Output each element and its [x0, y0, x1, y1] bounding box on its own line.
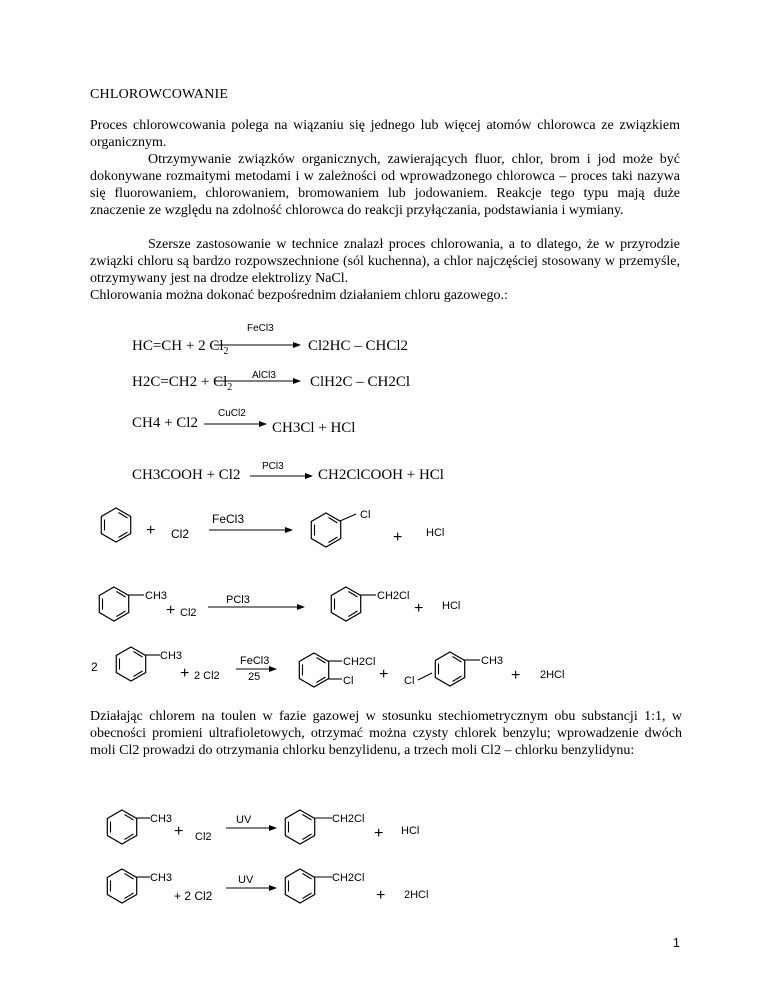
s4-substituent-out: CH2Cl [332, 813, 365, 825]
eq3-catalyst: CuCl2 [218, 408, 246, 419]
s3-byproduct: 2HCl [540, 669, 565, 681]
s1-byproduct: HCl [426, 527, 445, 539]
eq1-catalyst: FeCl3 [247, 323, 274, 334]
toluene-ring [107, 869, 136, 903]
s1-substituent: Cl [360, 509, 371, 521]
s3-ortho-b: Cl [343, 675, 354, 687]
benzene-ring [101, 508, 130, 542]
s4-byproduct: HCl [401, 825, 420, 837]
s2-byproduct: HCl [442, 600, 461, 612]
s4-catalyst: UV [236, 814, 252, 826]
s2-plus: + [166, 602, 176, 619]
paragraph-2: Otrzymywanie związków organicznych, zawierających fluor, chlor, brom i jod może być dokonywane rozmaitymi metodami i w zależności od wprowadzonego chlorowca – proces taki nazywa się fluorowaniem, chlorowaniem, bromowaniem lub jodowaniem. Reakcje tego typu mają duże znaczenie ze względu na zdolność chlorowca do reakcji przyłączania, podstawiania i wymiany. [90, 152, 680, 218]
page-number: 1 [672, 935, 680, 950]
s3-temp: 25 [248, 671, 261, 683]
s3-para-a: CH3 [481, 655, 504, 667]
toluene-ring [107, 810, 136, 844]
s3-para-b: Cl [404, 675, 415, 687]
s1-reagent: Cl2 [171, 527, 190, 541]
eq4-left: CH3COOH + Cl2 [132, 467, 241, 483]
s3-ortho-a: CH2Cl [343, 656, 376, 668]
s3-plus3: + [511, 667, 521, 684]
chlorobenzene-ring [311, 513, 340, 547]
s4-reagent: Cl2 [195, 831, 212, 843]
s5-plus: + 2 Cl2 [174, 889, 213, 903]
s5-substituent-out: CH2Cl [332, 872, 365, 884]
eq2-right: ClH2C – CH2Cl [310, 374, 411, 390]
paragraph-3: Szersze zastosowanie w technice znalazł proces chlorowania, a to dlatego, że w przyrodzie związki chloru są bardzo rozpowszechnione (sól kuchenna), a chlor najczęściej stosowany w przemyśle, otrzymywany jest na drodze elektrolizy NaCl. [90, 237, 680, 286]
s2-substituent-out: CH2Cl [377, 590, 410, 602]
toluene-ring [116, 647, 145, 681]
eq1-right: Cl2HC – CHCl2 [308, 338, 409, 354]
s3-plus2: + [379, 666, 389, 683]
benzyl-chloride-ring [285, 810, 314, 844]
ortho-product-ring [299, 653, 328, 687]
s4-plus: + [174, 823, 184, 840]
eq2-catalyst: AlCl3 [252, 370, 276, 381]
s3-substituent-in: CH3 [160, 650, 183, 662]
s2-plus2: + [414, 600, 424, 617]
s2-catalyst: PCl3 [226, 594, 250, 606]
s2-substituent-in: CH3 [145, 590, 168, 602]
eq1-left: HC=CH + 2 $Cl_2$ [132, 338, 229, 357]
s3-reagent: 2 Cl2 [194, 670, 220, 682]
s3-catalyst: FeCl3 [240, 655, 270, 667]
eq4-catalyst: PCl3 [262, 461, 284, 472]
s3-coef: 2 [91, 660, 98, 674]
s2-reagent: Cl2 [180, 607, 197, 619]
product-ring [285, 869, 314, 903]
s1-catalyst: FeCl3 [212, 512, 245, 526]
s3-plus: + [180, 665, 190, 682]
document-title: CHLOROWCOWANIE [90, 87, 229, 102]
toluene-ring [99, 587, 128, 621]
s4-plus2: + [374, 825, 384, 842]
s1-plus: + [146, 522, 156, 539]
eq3-right: CH3Cl + HCl [272, 420, 356, 436]
s5-catalyst: UV [238, 874, 254, 886]
paragraph-1: Proces chlorowcowania polega na wiązaniu się jednego lub więcej atomów chlorowca ze związkiem organicznym. [90, 118, 680, 150]
paragraph-toluene: Działając chlorem na toulen w fazie gazowej w stosunku stechiometrycznym obu substancji 1:1, w obecności promieni ultrafioletowych, otrzymać można czysty chlorek benzylu; wprowadzenie dwóch moli Cl2 prowadzi do otrzymania chlorku benzylidenu, a trzech moli Cl2 – chlorku benzylidynu: [90, 709, 682, 758]
s5-byproduct: 2HCl [404, 889, 429, 901]
eq4-right: CH2ClCOOH + HCl [318, 467, 444, 483]
s4-substituent-in: CH3 [150, 813, 173, 825]
eq2-left: $H2C=CH2 + Cl_2$ [132, 374, 233, 393]
s1-plus2: + [393, 529, 403, 546]
paragraph-4: Chlorowania można dokonać bezpośrednim działaniem chloru gazowego.: [90, 288, 508, 303]
s5-substituent-in: CH3 [150, 872, 173, 884]
benzyl-chloride-ring [331, 587, 360, 621]
para-product-ring [435, 652, 464, 686]
eq3-left: CH4 + Cl2 [132, 415, 198, 431]
s5-plus2: + [376, 887, 386, 904]
